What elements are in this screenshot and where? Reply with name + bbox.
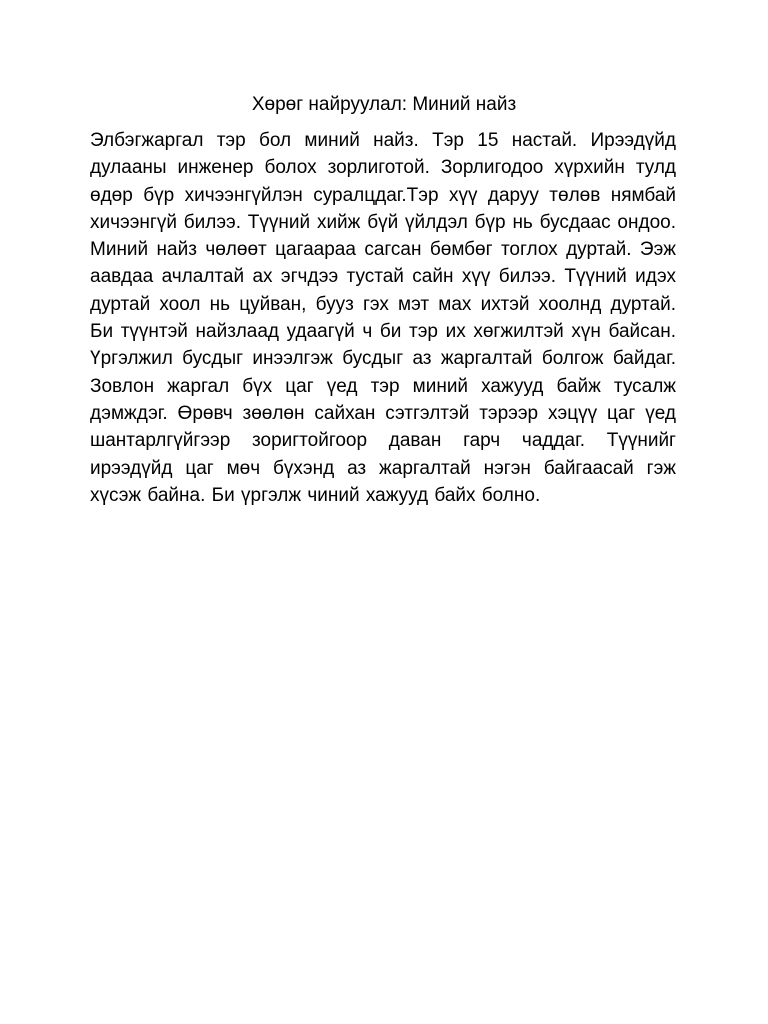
document-title: Хөрөг найруулал: Миний найз — [251, 94, 517, 115]
document-body-paragraph: Элбэгжаргал тэр бол миний найз. Тэр 15 настай. Ирээдүйд дулааны инженер болох зорлиготой. Зорлигодоо хүрхийн тулд өдөр бүр хичээнгүйлэн суралцдаг.Тэр хүү даруу төлөв нямбай хичээнгүй билээ. Түүний хийж бүй үйлдэл бүр нь бусдаас ондоо. Миний найз чөлөөт цагаараа сагсан бөмбөг тоглох дуртай. Ээж аавдаа ачлалтай ах эгчдээ тустай сайн хүү билээ. Түүний идэх дуртай хоол нь цуйван, бууз гэх мэт мах ихтэй хоолнд дуртай. Би түүнтэй найзлаад удаагүй ч би тэр их хөгжилтэй хүн байсан. Үргэлжил бусдыг инээлгэж бусдыг аз жаргалтай болгож байдаг. Зовлон жаргал бүх цаг үед тэр миний хажууд байж тусалж дэмждэг. Өрөвч зөөлөн сайхан сэтгэлтэй тэрээр хэцүү цаг үед шантарлгүйгээр зоригтойгоор даван гарч чаддаг. Түүнийг ирээдүйд цаг мөч бүхэнд аз жаргалтай нэгэн байгаасай гэж хүсэж байна. Би үргэлж чиний хажууд байх болно. — [90, 130, 676, 506]
